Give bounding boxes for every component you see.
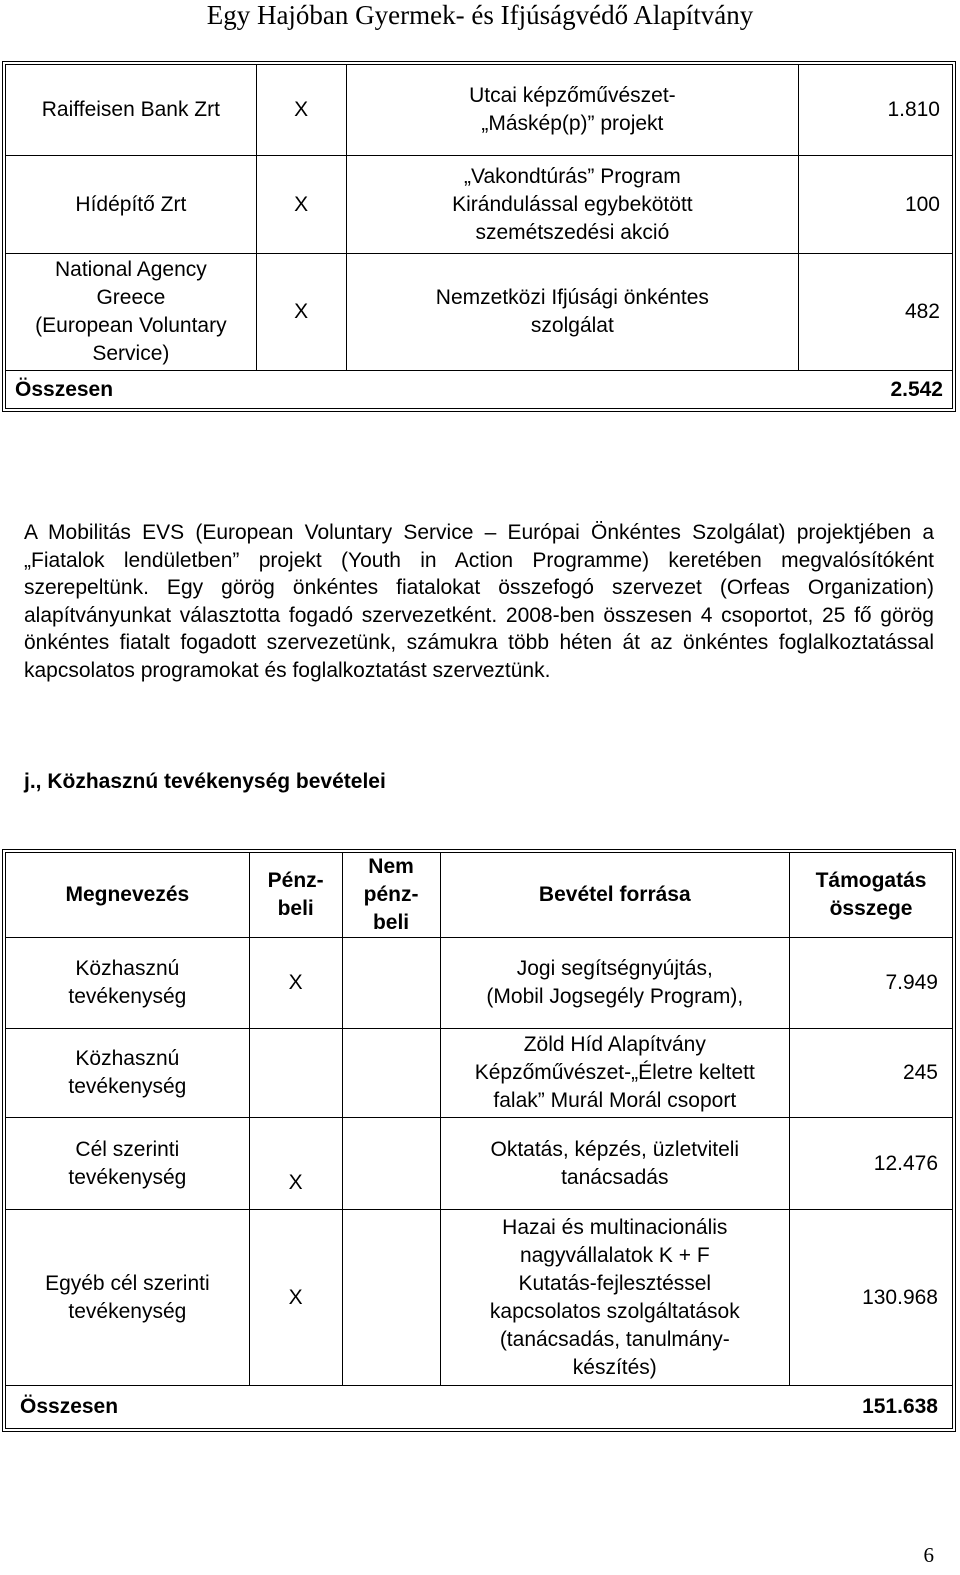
table-row [6,1118,953,1210]
table-header-row [6,853,953,938]
table-row [6,938,953,1029]
amount-cell: 130.968 [790,1210,953,1386]
header-cash: Pénz- beli [249,853,342,938]
page-header-title: Egy Hajóban Gyermek- és Ifjúságvédő Alapítvány [206,0,754,30]
table-row [6,156,953,254]
mark-cell: X [256,65,346,156]
header-amount: Támogatás összege [790,853,953,938]
source-cell: Oktatás, képzés, üzletviteli tanácsadás [440,1118,790,1210]
mark-cell: X [256,156,346,254]
project-cell: Utcai képzőművészet- „Máskép(p)” projekt [346,65,799,156]
sponsor-name-cell: Raiffeisen Bank Zrt [6,65,257,156]
total-row [6,1386,953,1429]
activity-name-cell: Egyéb cél szerinti tevékenység [6,1210,250,1386]
noncash-cell [342,1210,440,1386]
source-cell: Zöld Híd Alapítvány Képzőművészet-„Életre keltett falak” Murál Morál csoport [440,1029,790,1118]
cash-cell: X [249,1118,342,1210]
total-label: Összesen [6,1386,790,1429]
table-row [6,65,953,156]
total-value: 151.638 [790,1386,953,1429]
source-cell: Jogi segítségnyújtás, (Mobil Jogsegély Program), [440,938,790,1029]
total-value: 2.542 [799,371,953,409]
sponsor-name-cell: Hídépítő Zrt [6,156,257,254]
header-noncash: Nem pénz- beli [342,853,440,938]
project-cell: „Vakondtúrás” Program Kirándulással egybekötött szemétszedési akció [346,156,799,254]
revenue-table [5,852,953,1429]
source-cell: Hazai és multinacionális nagyvállalatok K + F Kutatás-fejlesztéssel kapcsolatos szolgáltatások (tanácsadás, tanulmány- készítés) [440,1210,790,1386]
amount-cell: 245 [790,1029,953,1118]
amount-cell: 482 [799,254,953,371]
mark-cell: X [256,254,346,371]
amount-cell: 100 [799,156,953,254]
table-row [6,1029,953,1118]
table-row [6,1210,953,1386]
amount-cell: 1.810 [799,65,953,156]
cash-cell: X [249,1210,342,1386]
noncash-cell [342,1029,440,1118]
activity-name-cell: Cél szerinti tevékenység [6,1118,250,1210]
amount-cell: 7.949 [790,938,953,1029]
noncash-cell [342,938,440,1029]
activity-name-cell: Közhasznú tevékenység [6,1029,250,1118]
total-row [6,371,953,409]
sponsors-table [5,64,953,409]
page-number: 6 [923,1543,934,1567]
section-heading: j., Közhasznú tevékenység bevételei [24,770,386,793]
sponsor-name-cell: National Agency Greece (European Voluntary Service) [6,254,257,371]
header-source: Bevétel forrása [440,853,790,938]
noncash-cell [342,1118,440,1210]
project-cell: Nemzetközi Ifjúsági önkéntes szolgálat [346,254,799,371]
activity-name-cell: Közhasznú tevékenység [6,938,250,1029]
total-label: Összesen [6,371,799,409]
header-name: Megnevezés [6,853,250,938]
amount-cell: 12.476 [790,1118,953,1210]
evs-paragraph: A Mobilitás EVS (European Voluntary Service – Európai Önkéntes Szolgálat) projektjében a „Fiatalok lendületben” projekt (Youth in Action Programme) keretében megvalósítóként szerepeltünk. Egy görög önkéntes fiatalokat összefogó szervezet (Orfeas Organization) alapítványunkat választotta fogadó szervezetként. 2008-ben összesen 4 csoportot, 25 fő görög önkéntes fiatalt fogadott szervezetünk, számukra több héten át az önkéntes foglalkoztatással kapcsolatos programokat és foglalkoztatást szerveztünk. [24,521,934,682]
cash-cell [249,1029,342,1118]
cash-cell: X [249,938,342,1029]
table-row [6,254,953,371]
